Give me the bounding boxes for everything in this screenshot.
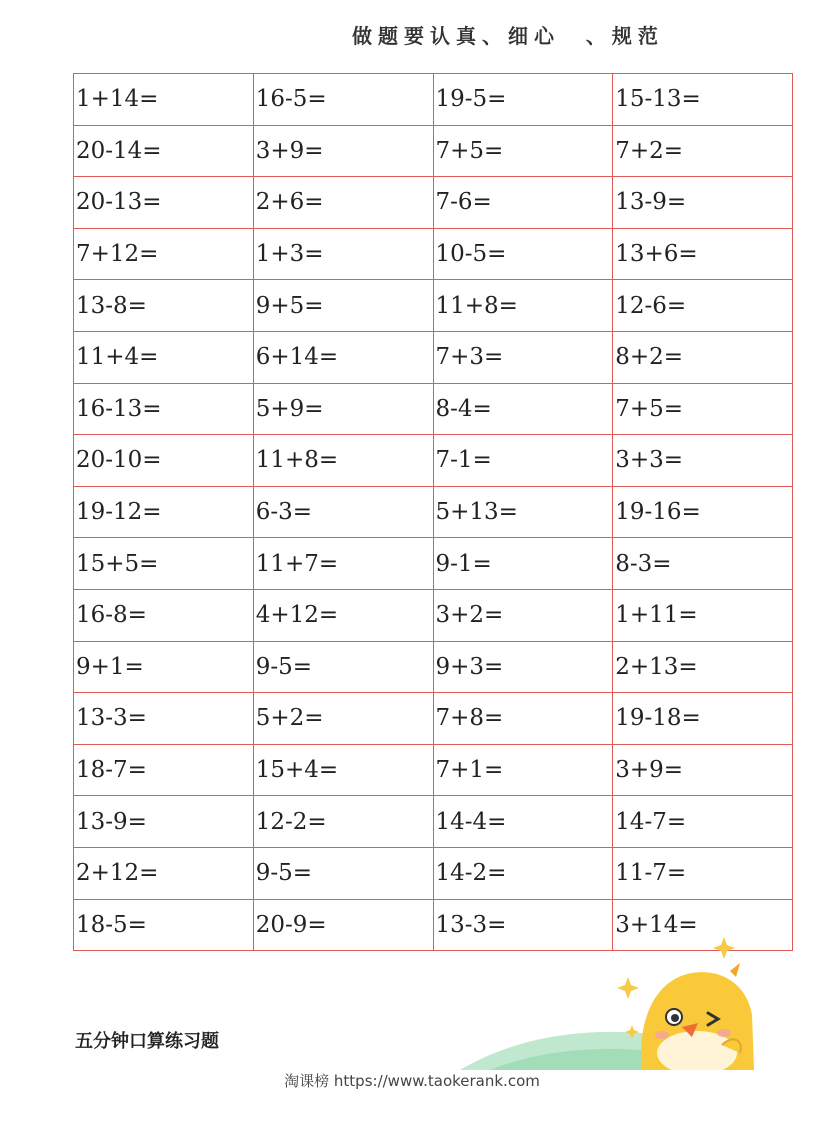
problem-cell: 13-3=: [433, 899, 613, 951]
problem-cell: 1+3=: [253, 228, 433, 280]
problem-cell: 11+8=: [253, 435, 433, 487]
problem-cell: 12-6=: [613, 280, 793, 332]
motto-header: 做题要认真、细心 、规范: [352, 24, 664, 48]
problem-row: [74, 693, 793, 745]
problem-cell: 9+3=: [433, 641, 613, 693]
problem-cell: 7+8=: [433, 693, 613, 745]
problem-cell: 15+5=: [74, 538, 254, 590]
problem-cell: 8+2=: [613, 331, 793, 383]
problem-row: [74, 538, 793, 590]
problem-cell: 7-1=: [433, 435, 613, 487]
problem-cell: 2+13=: [613, 641, 793, 693]
problem-cell: 7+1=: [433, 744, 613, 796]
problem-cell: 7+5=: [433, 125, 613, 177]
problem-cell: 16-5=: [253, 74, 433, 126]
problem-cell: 5+13=: [433, 486, 613, 538]
problem-cell: 16-13=: [74, 383, 254, 435]
problem-cell: 19-12=: [74, 486, 254, 538]
problem-row: [74, 744, 793, 796]
problem-cell: 20-14=: [74, 125, 254, 177]
problem-cell: 2+12=: [74, 847, 254, 899]
problem-cell: 9+1=: [74, 641, 254, 693]
problem-cell: 13-9=: [613, 177, 793, 229]
problem-cell: 14-4=: [433, 796, 613, 848]
problem-cell: 9+5=: [253, 280, 433, 332]
problem-cell: 19-5=: [433, 74, 613, 126]
problem-cell: 16-8=: [74, 589, 254, 641]
problem-cell: 15-13=: [613, 74, 793, 126]
problem-cell: 13-9=: [74, 796, 254, 848]
problem-cell: 1+11=: [613, 589, 793, 641]
problem-cell: 11-7=: [613, 847, 793, 899]
problem-row: [74, 228, 793, 280]
problem-row: [74, 796, 793, 848]
problem-row: [74, 435, 793, 487]
problem-cell: 18-7=: [74, 744, 254, 796]
problem-cell: 9-5=: [253, 641, 433, 693]
problem-row: [74, 331, 793, 383]
problem-cell: 3+14=: [613, 899, 793, 951]
problem-cell: 18-5=: [74, 899, 254, 951]
problem-cell: 6-3=: [253, 486, 433, 538]
problem-row: [74, 383, 793, 435]
problem-cell: 5+9=: [253, 383, 433, 435]
problem-row: [74, 641, 793, 693]
problem-cell: 20-10=: [74, 435, 254, 487]
problem-cell: 20-9=: [253, 899, 433, 951]
problem-cell: 7+3=: [433, 331, 613, 383]
problem-cell: 13-8=: [74, 280, 254, 332]
problem-cell: 14-7=: [613, 796, 793, 848]
problem-cell: 12-2=: [253, 796, 433, 848]
problem-cell: 8-3=: [613, 538, 793, 590]
problem-cell: 11+7=: [253, 538, 433, 590]
chick-mascot-icon: [612, 935, 762, 1070]
problem-cell: 13+6=: [613, 228, 793, 280]
problem-cell: 3+9=: [253, 125, 433, 177]
problem-row: [74, 589, 793, 641]
problem-row: [74, 280, 793, 332]
problem-cell: 4+12=: [253, 589, 433, 641]
problem-cell: 13-3=: [74, 693, 254, 745]
problem-row: [74, 125, 793, 177]
problem-cell: 6+14=: [253, 331, 433, 383]
problem-cell: 5+2=: [253, 693, 433, 745]
problem-cell: 3+2=: [433, 589, 613, 641]
problem-cell: 7+12=: [74, 228, 254, 280]
problem-cell: 8-4=: [433, 383, 613, 435]
problem-cell: 15+4=: [253, 744, 433, 796]
problem-cell: 10-5=: [433, 228, 613, 280]
worksheet-title: 五分钟口算练习题: [75, 1031, 219, 1052]
problem-cell: 11+4=: [74, 331, 254, 383]
problem-cell: 11+8=: [433, 280, 613, 332]
problem-cell: 9-1=: [433, 538, 613, 590]
problem-cell: 7+2=: [613, 125, 793, 177]
problem-cell: 9-5=: [253, 847, 433, 899]
problem-cell: 7+5=: [613, 383, 793, 435]
problem-cell: 3+9=: [613, 744, 793, 796]
problem-grid: [73, 73, 793, 951]
problem-cell: 14-2=: [433, 847, 613, 899]
problem-row: [74, 847, 793, 899]
problem-cell: 19-18=: [613, 693, 793, 745]
problem-cell: 19-16=: [613, 486, 793, 538]
site-url: 淘课榜 https://www.taokerank.com: [284, 1072, 540, 1090]
problem-cell: 2+6=: [253, 177, 433, 229]
problem-row: [74, 486, 793, 538]
problem-cell: 1+14=: [74, 74, 254, 126]
problem-row: [74, 177, 793, 229]
problem-cell: 3+3=: [613, 435, 793, 487]
problem-cell: 20-13=: [74, 177, 254, 229]
problem-cell: 7-6=: [433, 177, 613, 229]
problem-row: [74, 74, 793, 126]
